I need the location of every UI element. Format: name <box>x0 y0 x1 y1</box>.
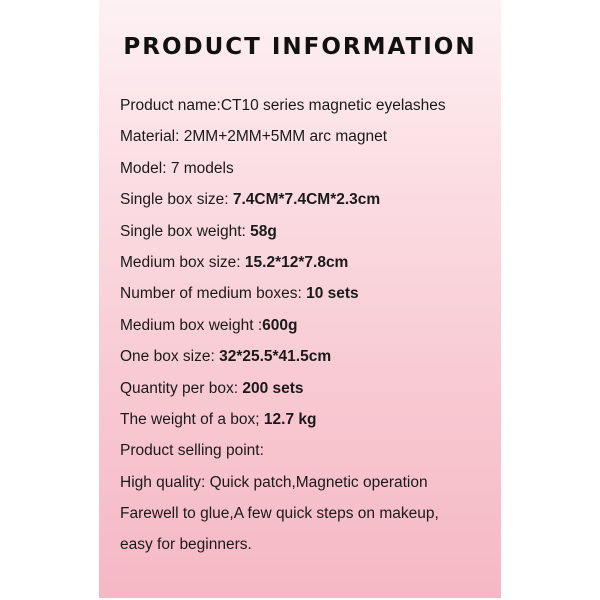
info-row-medium-box-count <box>120 282 495 313</box>
info-row-medium-box-weight <box>120 314 495 345</box>
info-row-one-box-size <box>120 345 495 376</box>
row-value: 600g <box>262 316 298 334</box>
info-row-model <box>120 157 495 188</box>
row-label: Quantity per box: <box>120 379 243 397</box>
info-row-high-quality <box>120 471 495 502</box>
row-value: Quick patch,Magnetic operation <box>209 473 428 491</box>
row-label: easy for beginners. <box>120 536 252 554</box>
info-row-farewell-to-glue <box>120 502 495 533</box>
info-row-easy-for-beginners <box>120 533 495 564</box>
info-row-product-name <box>120 94 495 125</box>
row-value: 58g <box>250 222 277 240</box>
row-value: 10 sets <box>306 285 359 303</box>
row-label: Single box weight: <box>120 222 251 240</box>
row-label: Medium box size: <box>120 253 245 271</box>
row-value: CT10 series magnetic eyelashes <box>220 97 446 114</box>
row-label: Material: <box>120 128 184 146</box>
info-row-selling-point-heading <box>120 439 495 470</box>
row-value: 7 models <box>170 159 234 177</box>
info-row-material <box>120 125 495 156</box>
row-value: 12.7 kg <box>263 410 317 428</box>
product-info-card <box>99 0 501 598</box>
row-label: One box size: <box>120 348 220 366</box>
row-label: Model: <box>120 159 171 177</box>
row-value: 200 sets <box>242 379 304 397</box>
info-row-quantity-per-box <box>120 377 495 408</box>
info-row-single-box-weight <box>120 220 495 251</box>
row-value: 7.4CM*7.4CM*2.3cm <box>232 191 381 209</box>
info-row-medium-box-size <box>120 251 495 282</box>
row-value: 2MM+2MM+5MM arc magnet <box>183 128 388 146</box>
row-label: Product selling point: <box>120 442 264 460</box>
row-label: Number of medium boxes: <box>120 285 307 303</box>
row-label: High quality: <box>120 473 210 491</box>
row-value: 32*25.5*41.5cm <box>219 348 332 366</box>
row-label: The weight of a box; <box>120 410 264 428</box>
info-row-single-box-size <box>120 188 495 219</box>
row-label: Single box size: <box>120 191 233 209</box>
info-row-box-weight <box>120 408 495 439</box>
row-label: Farewell to glue,A few quick steps on makeup, <box>120 505 439 523</box>
product-info-list <box>120 94 495 565</box>
page-title: PRODUCT INFORMATION <box>123 34 477 60</box>
row-value: 15.2*12*7.8cm <box>244 253 349 271</box>
row-label: Medium box weight : <box>120 316 263 334</box>
row-label: Product name: <box>120 97 221 114</box>
